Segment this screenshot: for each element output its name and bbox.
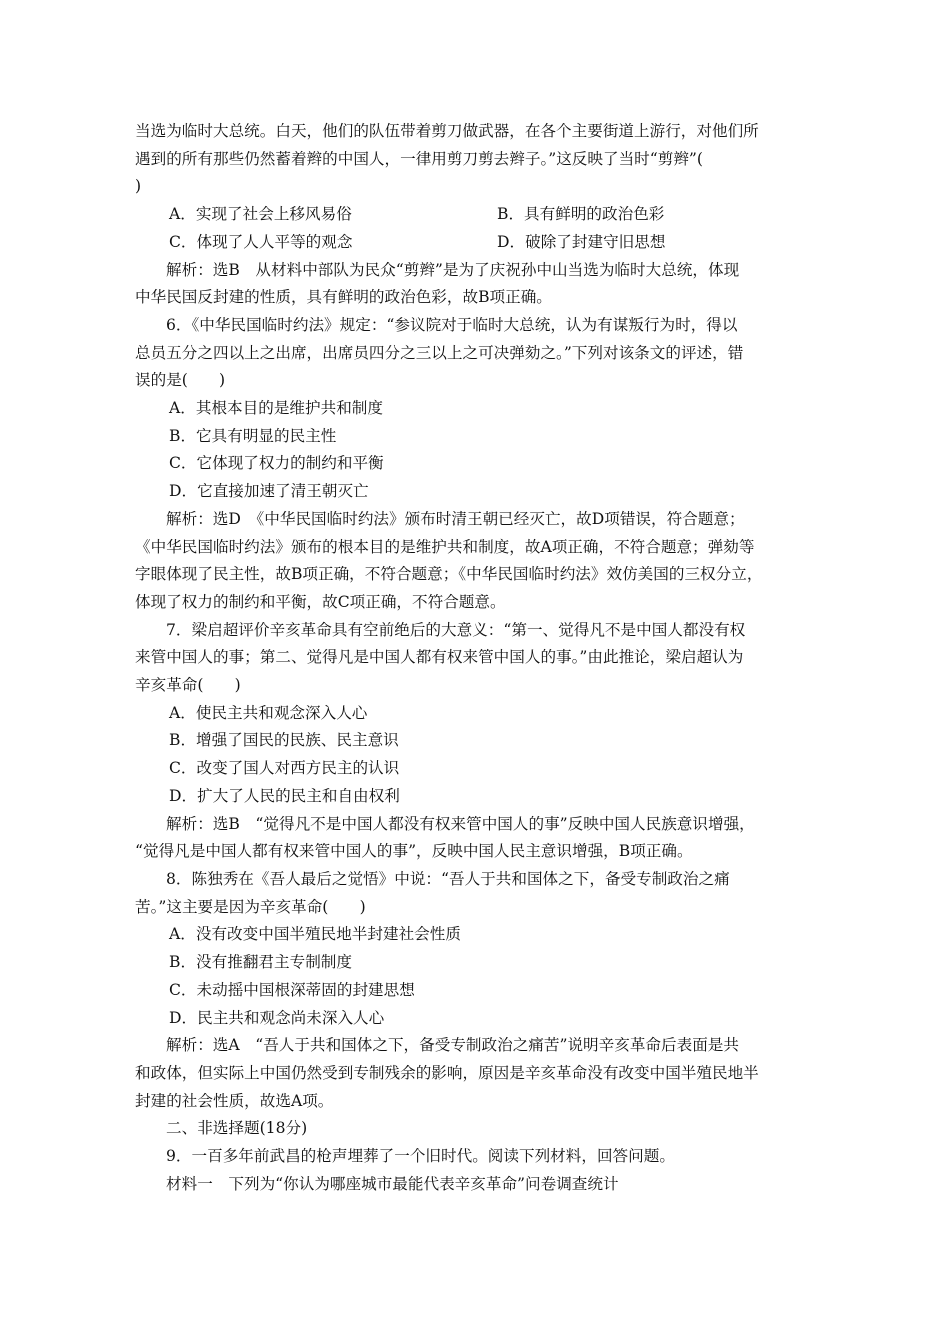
q7-analysis-line: 解析：选B “觉得凡不是中国人都没有权来管中国人的事”反映中国人民族意识增强，: [166, 814, 755, 833]
q5-stem-line: 遇到的所有那些仍然蓄着辫的中国人，一律用剪刀剪去辫子。”这反映了当时“剪辫”(: [135, 149, 703, 168]
q5-option-b: B．具有鲜明的政治色彩: [497, 205, 665, 224]
q6-stem-line: 误的是( ): [135, 371, 226, 390]
q5-option-c: C．体现了人人平等的观念: [169, 232, 353, 251]
q5-option-d: D．破除了封建守旧思想: [497, 232, 666, 251]
q9-stem: 9．一百多年前武昌的枪声埋葬了一个旧时代。阅读下列材料，回答问题。: [166, 1147, 675, 1166]
q7-option-a: A．使民主共和观念深入人心: [169, 703, 368, 722]
q6-analysis-line: 解析：选D 《中华民国临时约法》颁布时清王朝已经灭亡，故D项错误，符合题意；: [166, 509, 745, 528]
q6-stem-line: 总员五分之四以上之出席，出席员四分之三以上之可决弹劾之。”下列对该条文的评述，错: [135, 343, 744, 362]
q7-stem-line: 辛亥革命( ): [135, 676, 241, 695]
q7-option-d: D．扩大了人民的民主和自由权利: [169, 786, 400, 805]
q6-option-c: C．它体现了权力的制约和平衡: [169, 454, 384, 473]
q5-option-a: A．实现了社会上移风易俗: [169, 205, 352, 224]
q5-stem-line: 当选为临时大总统。白天，他们的队伍带着剪刀做武器，在各个主要街道上游行，对他们所: [135, 122, 759, 140]
q8-option-c: C．未动摇中国根深蒂固的封建思想: [169, 980, 415, 999]
q7-stem-line: 7．梁启超评价辛亥革命具有空前绝后的大意义：“第一、觉得凡不是中国人都没有权: [166, 620, 746, 639]
q5-stem-line: ): [135, 177, 142, 196]
q6-option-a: A．其根本目的是维护共和制度: [169, 399, 383, 418]
document-page: [135, 118, 825, 1198]
q8-option-a: A．没有改变中国半殖民地半封建社会性质: [169, 925, 461, 944]
q6-analysis-line: 字眼体现了民主性，故B项正确，不符合题意；《中华民国临时约法》效仿美国的三权分立，: [135, 565, 763, 584]
q9-material-1: 材料一 下列为“你认为哪座城市最能代表辛亥革命”问卷调查统计: [166, 1174, 619, 1193]
q7-option-c: C．改变了国人对西方民主的认识: [169, 759, 400, 778]
q7-analysis-line: “觉得凡是中国人都有权来管中国人的事”，反映中国人民主意识增强，B项正确。: [135, 842, 693, 861]
q6-analysis-line: 《中华民国临时约法》颁布的根本目的是维护共和制度，故A项正确，不符合题意；弹劾等: [135, 537, 755, 556]
q8-stem-line: 苦。”这主要是因为辛亥革命( ): [135, 897, 366, 916]
q8-analysis-line: 解析：选A “吾人于共和国体之下，备受专制政治之痛苦”说明辛亥革命后表面是共: [166, 1036, 739, 1055]
q8-analysis-line: 封建的社会性质，故选A项。: [135, 1091, 334, 1110]
q6-option-d: D．它直接加速了清王朝灭亡: [169, 482, 369, 501]
q6-stem-line: 6．《中华民国临时约法》规定：“参议院对于临时大总统，认为有谋叛行为时，得以: [166, 315, 738, 334]
q5-options-row: [135, 201, 825, 229]
q7-stem-line: 来管中国人的事；第二、觉得凡是中国人都有权来管中国人的事。”由此推论，梁启超认为: [135, 648, 744, 667]
q6-option-b: B．它具有明显的民主性: [169, 426, 337, 445]
q7-option-b: B．增强了国民的民族、民主意识: [169, 731, 399, 750]
section-heading: 二、非选择题(18分): [166, 1119, 308, 1138]
q8-option-d: D．民主共和观念尚未深入人心: [169, 1008, 385, 1027]
q5-analysis-line: 解析：选B 从材料中部队为民众“剪辫”是为了庆祝孙中山当选为临时大总统，体现: [166, 260, 740, 279]
q8-analysis-line: 和政体，但实际上中国仍然受到专制残余的影响，原因是辛亥革命没有改变中国半殖民地半: [135, 1063, 759, 1082]
q8-option-b: B．没有推翻君主专制制度: [169, 953, 352, 972]
q8-stem-line: 8．陈独秀在《吾人最后之觉悟》中说：“吾人于共和国体之下，备受专制政治之痛: [166, 869, 730, 888]
q5-options-row: [135, 229, 825, 257]
q5-analysis-line: 中华民国反封建的性质，具有鲜明的政治色彩，故B项正确。: [135, 288, 552, 307]
q6-analysis-line: 体现了权力的制约和平衡，故C项正确，不符合题意。: [135, 592, 506, 611]
